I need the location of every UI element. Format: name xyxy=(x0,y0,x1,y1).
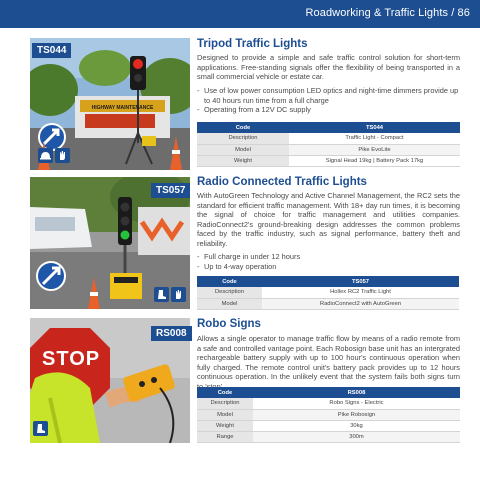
spec-label: Model xyxy=(197,409,253,420)
spec-value: Hollex RC2 Traffic Light xyxy=(262,287,459,298)
spec-table xyxy=(197,276,459,310)
feature-item: - Up to 4-way operation xyxy=(197,262,460,272)
spec-header-value: RS008 xyxy=(253,387,460,398)
section-description: Allows a single operator to manage traffic flow by means of a radio remote from a safe and controlled vantage point. Each Robosign base unit has an intergrated rechargeable battery supply with up to 100 hour's continuous operation when fully charged. The remote control unit's battery pack provides up to 12 hours continuous operation. In the unlikely event that the system fails both signs turn xyxy=(197,334,460,382)
section-description: With AutoGreen Technology and Active Channel Management, the RC2 sets the standard for efficient traffic management. With 18+ day run times, it is becoming the signal of choice for traffic management and utilities companies. RadioConnect2's ground-breaking design addresses the common problems faced by the traffic industry, such as signal performance, battery theft and reliability. xyxy=(197,191,460,248)
table-row xyxy=(197,398,460,409)
feature-item: - Operating from a 12V DC supply xyxy=(197,105,460,115)
product-code-tag: RS008 xyxy=(151,326,192,341)
glove-icon xyxy=(55,148,70,163)
spec-header-label: Code xyxy=(197,122,289,133)
spec-value: Pike Robosign xyxy=(253,409,460,420)
spec-value: RadioConnect2 with AutoGreen xyxy=(262,298,459,309)
table-row xyxy=(197,420,460,431)
product-code-tag: TS057 xyxy=(151,183,190,198)
photo-sign-text: HIGHWAY MAINTENANCE xyxy=(91,105,154,111)
spec-table-header xyxy=(197,276,459,287)
section-title: Tripod Traffic Lights xyxy=(197,38,308,50)
boot-icon xyxy=(154,287,169,302)
spec-label: Description xyxy=(197,287,262,298)
table-row xyxy=(197,133,460,144)
spec-table xyxy=(197,387,460,443)
spec-value: 30kg xyxy=(253,420,460,431)
spec-header-label: Code xyxy=(197,387,253,398)
boot-icon xyxy=(33,421,48,436)
table-row xyxy=(197,287,459,298)
table-row xyxy=(197,144,460,155)
feature-item: - Use of low power consumption LED optics and night-time dimmers provide up to 40 hours run time from a full charge xyxy=(197,86,460,105)
spec-label: Weight xyxy=(197,420,253,431)
spec-header-value: TS057 xyxy=(262,276,459,287)
spec-header-value: TS044 xyxy=(289,122,460,133)
glove-icon xyxy=(171,287,186,302)
table-row xyxy=(197,298,459,309)
table-row xyxy=(197,409,460,420)
spec-label: Model xyxy=(197,298,262,309)
spec-value: Signal Head 19kg | Battery Pack 17kg xyxy=(289,155,460,166)
product-code-tag: TS044 xyxy=(32,43,71,58)
feature-item: - Full charge in under 12 hours xyxy=(197,252,460,262)
spec-value: Pike EvoLite xyxy=(289,144,460,155)
spec-value: Traffic Light - Compact xyxy=(289,133,460,144)
table-row xyxy=(197,155,460,166)
spec-table xyxy=(197,122,460,167)
spec-table-header xyxy=(197,122,460,133)
spec-label: Weight xyxy=(197,155,289,166)
section-title: Robo Signs xyxy=(197,318,261,330)
feature-list xyxy=(197,252,460,271)
page-header-title: Roadworking & Traffic Lights / 86 xyxy=(305,7,470,19)
page-header xyxy=(0,0,480,28)
spec-label: Description xyxy=(197,133,289,144)
spec-label: Model xyxy=(197,144,289,155)
photo-sign-text: STOP xyxy=(42,348,101,370)
feature-list xyxy=(197,86,460,115)
section-title: Radio Connected Traffic Lights xyxy=(197,176,367,188)
section-description: Designed to provide a simple and safe traffic control solution for short-term applications. Free-standing signals offer the flexibility of being transported in a small commercial vehicle or estate car. xyxy=(197,53,460,82)
spec-table-header xyxy=(197,387,460,398)
spec-value: Robo Signs - Electric xyxy=(253,398,460,409)
spec-label: Range xyxy=(197,431,253,442)
helmet-icon xyxy=(38,148,53,163)
spec-header-label: Code xyxy=(197,276,262,287)
table-row xyxy=(197,431,460,442)
spec-value: 300m xyxy=(253,431,460,442)
spec-label: Description xyxy=(197,398,253,409)
